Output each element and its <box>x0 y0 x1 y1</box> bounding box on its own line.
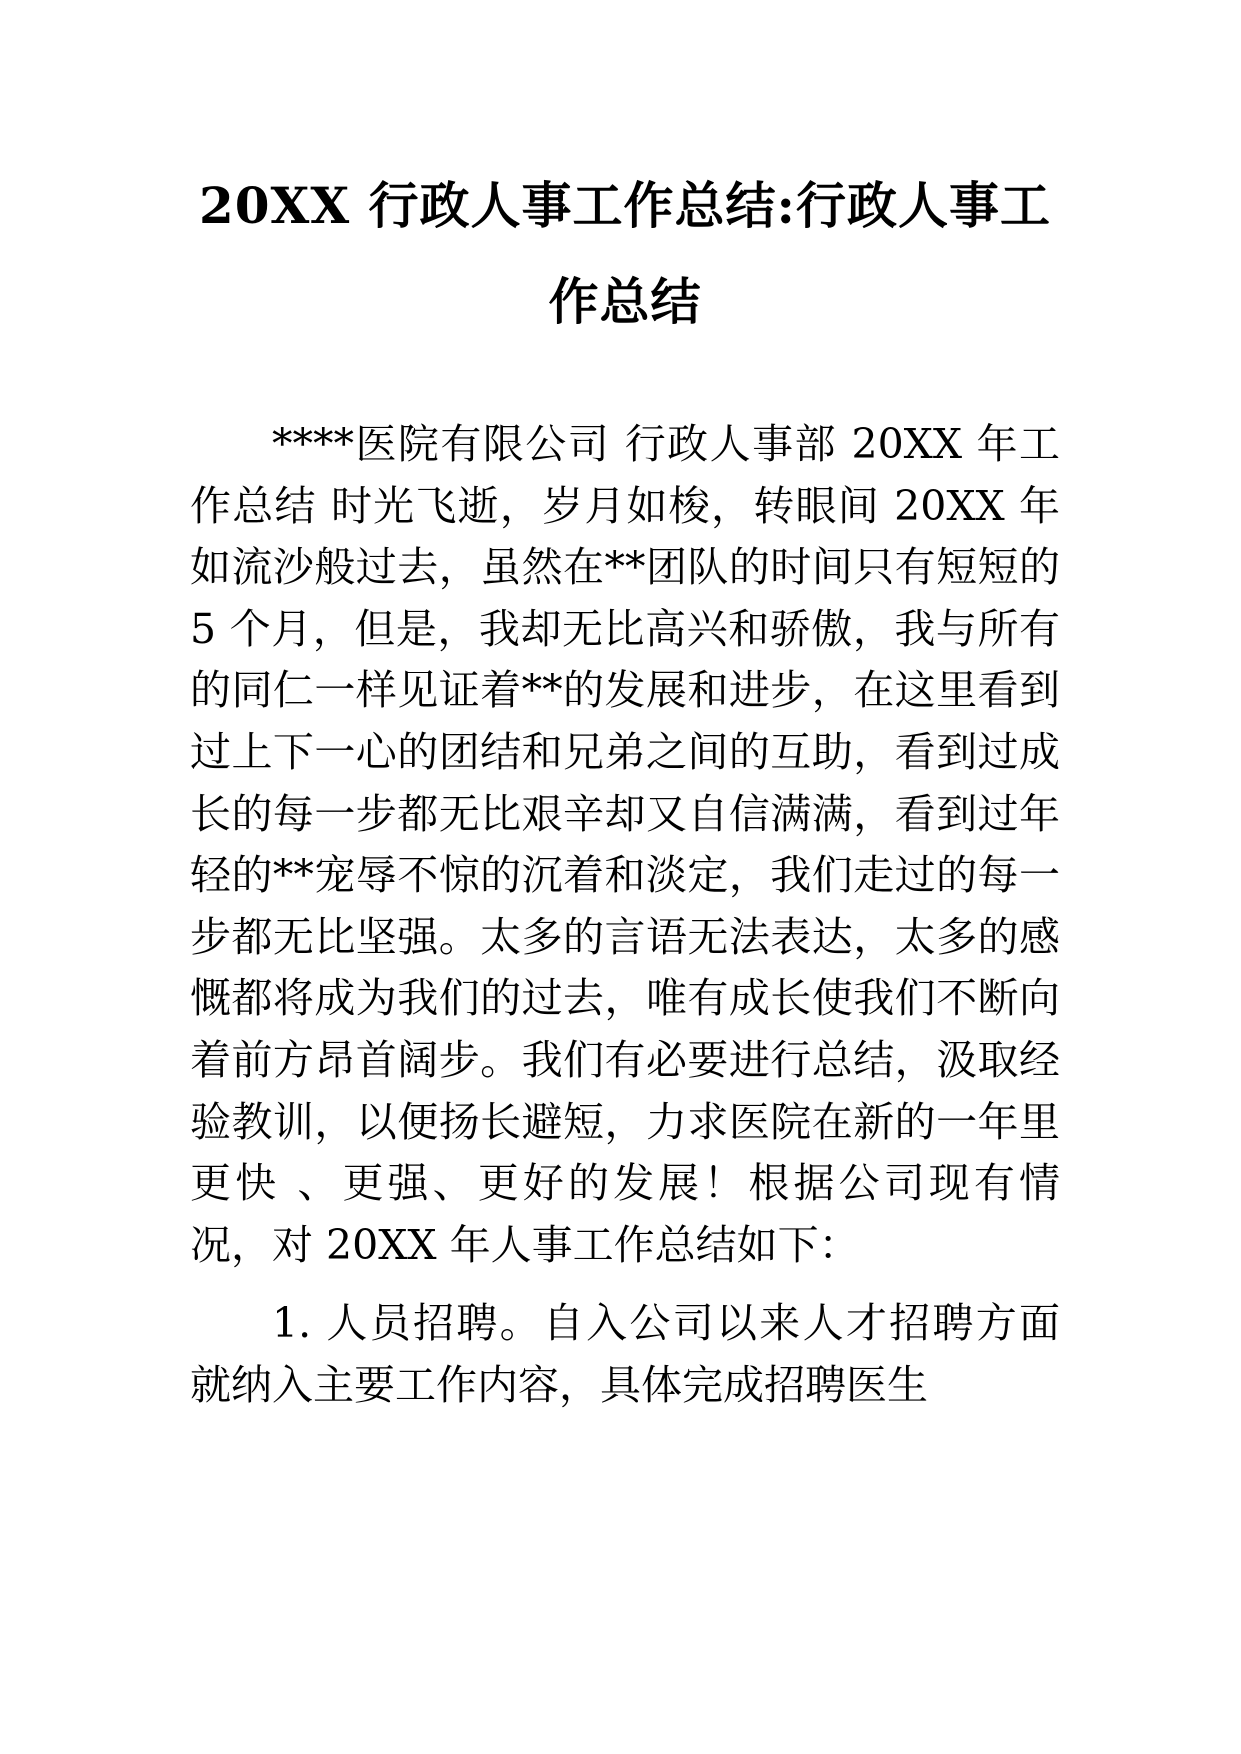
document-body <box>190 414 1060 1417</box>
document-title-line-1: 20XX 行政人事工作总结:行政人事工 <box>198 176 1052 235</box>
document-title-line-2: 作总结 <box>548 272 702 331</box>
document-title <box>190 158 1060 350</box>
body-paragraph-recruitment: 1. 人员招聘。自入公司以来人才招聘方面就纳入主要工作内容，具体完成招聘医生 <box>190 1299 1060 1409</box>
body-paragraph-intro: ****医院有限公司 行政人事部 20XX 年工作总结 时光飞逝，岁月如梭，转眼间 20XX 年如流沙般过去，虽然在**团队的时间只有短短的 5 个月，但是，我却无比高兴和骄傲，我与所有的同仁一样见证着**的发展和进步，在这里看到过上下一心的团结和兄弟之间的互助，看到过成长的每一步都无比艰辛却又自信满满，看到过年轻的**宠辱不惊的沉着和淡定，我们走过的每一步都无比坚强。太多的言语无法表达，太多的感慨都将成为我们的过去，唯有成长使我们不断向着前方昂首阔步。我们有必要进行总结，汲取经验教训，以便扬长避短，力求医院在新的一年里更快 、更强、更好的发展！根据公司现有情况，对 20XX 年人事工作总结如下： <box>190 420 1060 1269</box>
